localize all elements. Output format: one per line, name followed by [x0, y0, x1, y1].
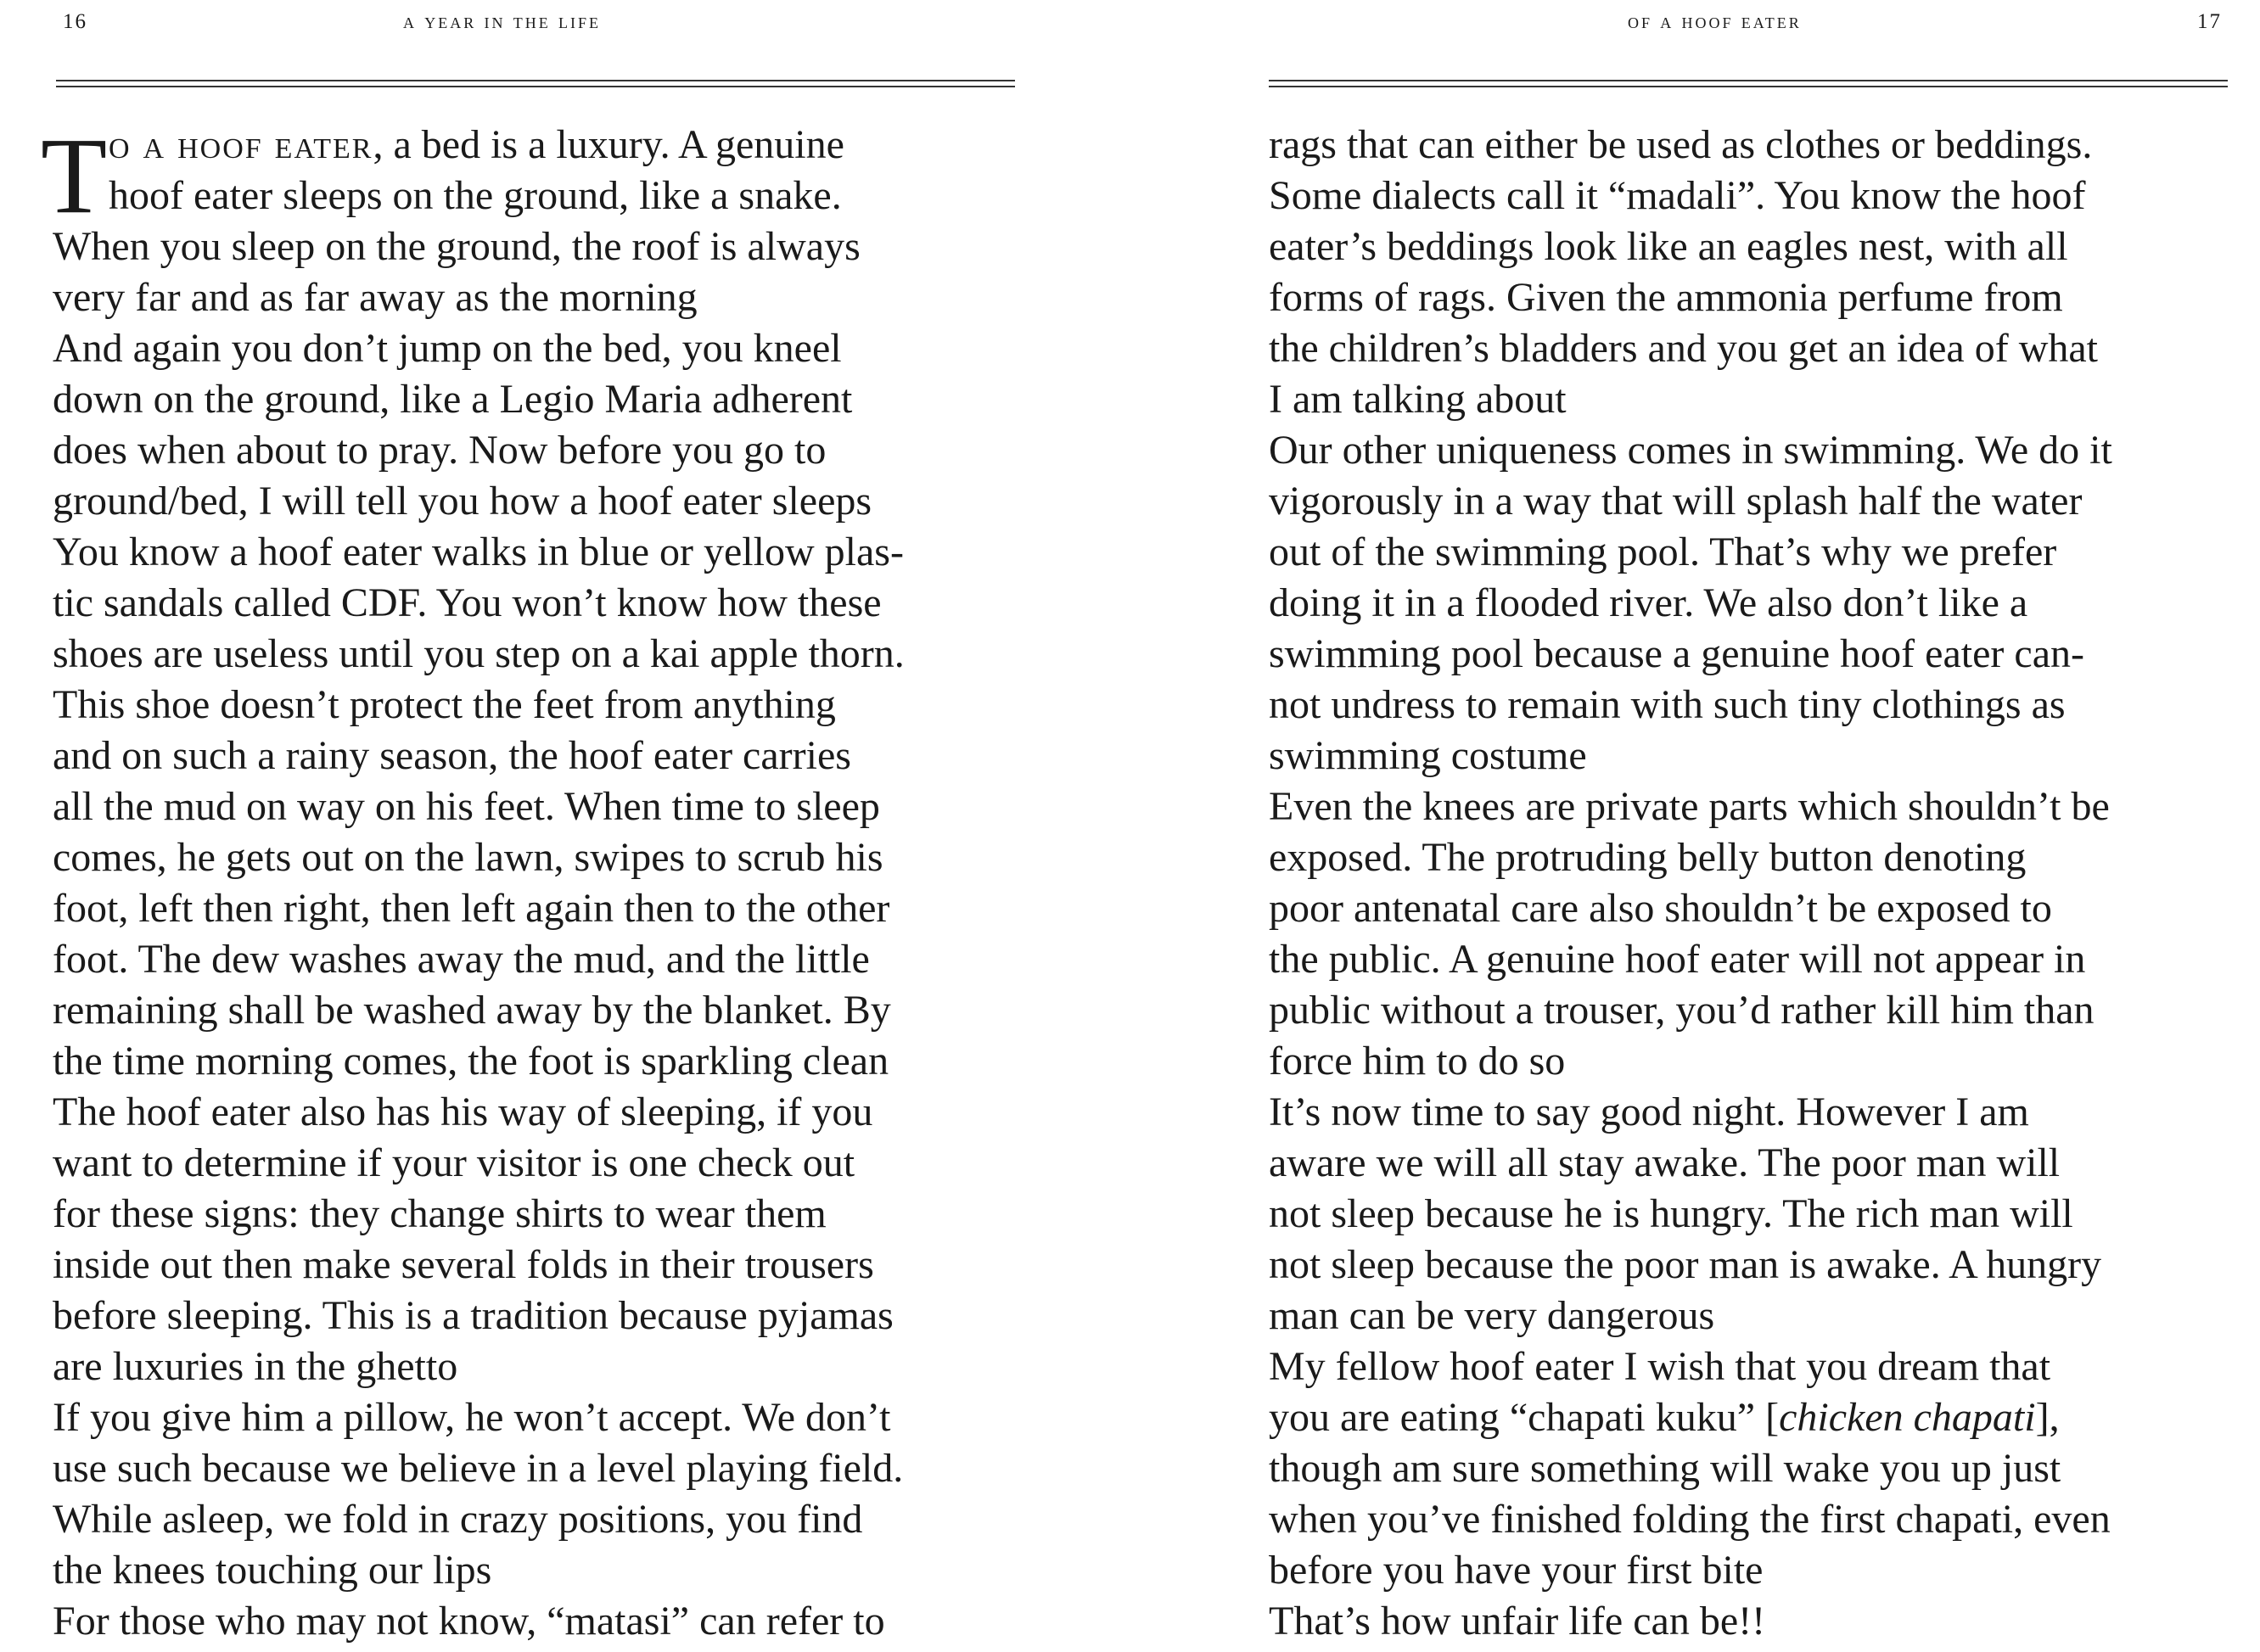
text-line: hoof eater sleeps on the ground, like a snake. — [109, 173, 842, 218]
text-line: Some dialects call it “madali”. You know the hoof — [1269, 173, 2086, 218]
text-line: poor antenatal care also shouldn’t be exposed to — [1269, 886, 2052, 931]
body-text-right — [1269, 120, 2253, 1647]
text-line: It’s now time to say good night. However I am — [1269, 1089, 2029, 1134]
text-line: Our other uniqueness comes in swimming. We do it — [1269, 428, 2112, 473]
chapati-post: ], — [2035, 1395, 2060, 1440]
text-line: forms of rags. Given the ammonia perfume from — [1269, 275, 2063, 320]
text-line: out of the swimming pool. That’s why we prefer — [1269, 529, 2057, 574]
text-line: are luxuries in the ghetto — [53, 1344, 458, 1389]
text-line: remaining shall be washed away by the blanket. By — [53, 988, 891, 1033]
page-number-left: 16 — [63, 10, 87, 33]
text-line: before sleeping. This is a tradition because pyjamas — [53, 1293, 894, 1338]
text-line: While asleep, we fold in crazy positions, you find — [53, 1497, 863, 1542]
text-line: ground/bed, I will tell you how a hoof eater sleeps — [53, 479, 872, 524]
text-line: all the mud on way on his feet. When time to sleep — [53, 784, 880, 829]
text-line: man can be very dangerous — [1269, 1293, 1715, 1338]
text-line: comes, he gets out on the lawn, swipes to scrub his — [53, 835, 883, 880]
text-line: not undress to remain with such tiny clothings as — [1269, 682, 2066, 727]
text-line: eater’s beddings look like an eagles nest, with all — [1269, 224, 2068, 269]
text-line: tic sandals called CDF. You won’t know how these — [53, 580, 882, 625]
right-closing-lines — [1269, 1443, 2253, 1647]
text-line: swimming costume — [1269, 733, 1587, 778]
text-line: not sleep because he is hungry. The rich man will — [1269, 1191, 2073, 1236]
text-line: does when about to pray. Now before you go to — [53, 428, 827, 473]
text-line: doing it in a flooded river. We also don’t like a — [1269, 580, 2028, 625]
opening-smallcaps: o a hoof eater — [109, 122, 373, 167]
text-line: very far and as far away as the morning — [53, 275, 698, 320]
text-line: My fellow hoof eater I wish that you dream that — [1269, 1344, 2051, 1389]
text-line: For those who may not know, “matasi” can refer to — [53, 1599, 885, 1644]
header-rule-left — [56, 80, 1015, 87]
text-line: the children’s bladders and you get an idea of what — [1269, 326, 2099, 371]
text-line: when you’ve finished folding the first chapati, even — [1269, 1497, 2111, 1542]
text-line: inside out then make several folds in their trousers — [53, 1242, 874, 1287]
text-line: and on such a rainy season, the hoof eater carries — [53, 733, 851, 778]
text-line: shoes are useless until you step on a kai apple thorn. — [53, 631, 905, 676]
right-lines — [1269, 120, 2253, 1392]
text-line: vigorously in a way that will splash half the water — [1269, 479, 2083, 524]
text-line: force him to do so — [1269, 1039, 1566, 1084]
text-line: If you give him a pillow, he won’t accept. We don’t — [53, 1395, 891, 1440]
chapati-italic: chicken chapati — [1779, 1395, 2036, 1440]
text-line: though am sure something will wake you up just — [1269, 1446, 2061, 1491]
text-line: swimming pool because a genuine hoof eater can- — [1269, 631, 2084, 676]
text-line — [1269, 1392, 2253, 1443]
running-head-left: a year in the life — [403, 10, 601, 33]
text-line: The hoof eater also has his way of sleeping, if you — [53, 1089, 873, 1134]
text-line: I am talking about — [1269, 377, 1567, 422]
text-line — [53, 120, 1037, 171]
right-page — [1130, 0, 2260, 1652]
header-rule-right — [1269, 80, 2228, 87]
text-line: You know a hoof eater walks in blue or yellow plas- — [53, 529, 904, 574]
text-line: before you have your first bite — [1269, 1548, 1764, 1593]
running-head-right: of a hoof eater — [1628, 10, 1802, 33]
text-line: down on the ground, like a Legio Maria adherent — [53, 377, 853, 422]
text-line: use such because we believe in a level playing field. — [53, 1446, 904, 1491]
left-lines — [53, 221, 1037, 1647]
opening-paragraph — [41, 115, 1037, 236]
text-line: the public. A genuine hoof eater will not appear in — [1269, 937, 2086, 982]
text-line: Even the knees are private parts which shouldn’t be — [1269, 784, 2110, 829]
drop-cap: T — [41, 115, 108, 236]
opening-rest: , a bed is a luxury. A genuine — [373, 122, 844, 167]
body-text-left — [41, 115, 1037, 1647]
text-line: the time morning comes, the foot is sparkling clean — [53, 1039, 889, 1084]
text-line: for these signs: they change shirts to wear them — [53, 1191, 827, 1236]
text-line: foot. The dew washes away the mud, and the little — [53, 937, 870, 982]
text-line: want to determine if your visitor is one check out — [53, 1140, 855, 1185]
text-line: aware we will all stay awake. The poor man will — [1269, 1140, 2061, 1185]
text-line: the knees touching our lips — [53, 1548, 492, 1593]
text-line: foot, left then right, then left again then to the other — [53, 886, 890, 931]
text-line: This shoe doesn’t protect the feet from anything — [53, 682, 836, 727]
text-line: rags that can either be used as clothes or beddings. — [1269, 122, 2093, 167]
text-line: When you sleep on the ground, the roof is always — [53, 224, 861, 269]
text-line: And again you don’t jump on the bed, you kneel — [53, 326, 842, 371]
text-line: public without a trouser, you’d rather kill him than — [1269, 988, 2095, 1033]
text-line: That’s how unfair life can be!! — [1269, 1599, 1766, 1644]
chapati-pre: you are eating “chapati kuku” [ — [1269, 1395, 1780, 1440]
text-line: not sleep because the poor man is awake. A hungry — [1269, 1242, 2102, 1287]
page-number-right: 17 — [2197, 10, 2222, 33]
text-line: exposed. The protruding belly button denoting — [1269, 835, 2027, 880]
